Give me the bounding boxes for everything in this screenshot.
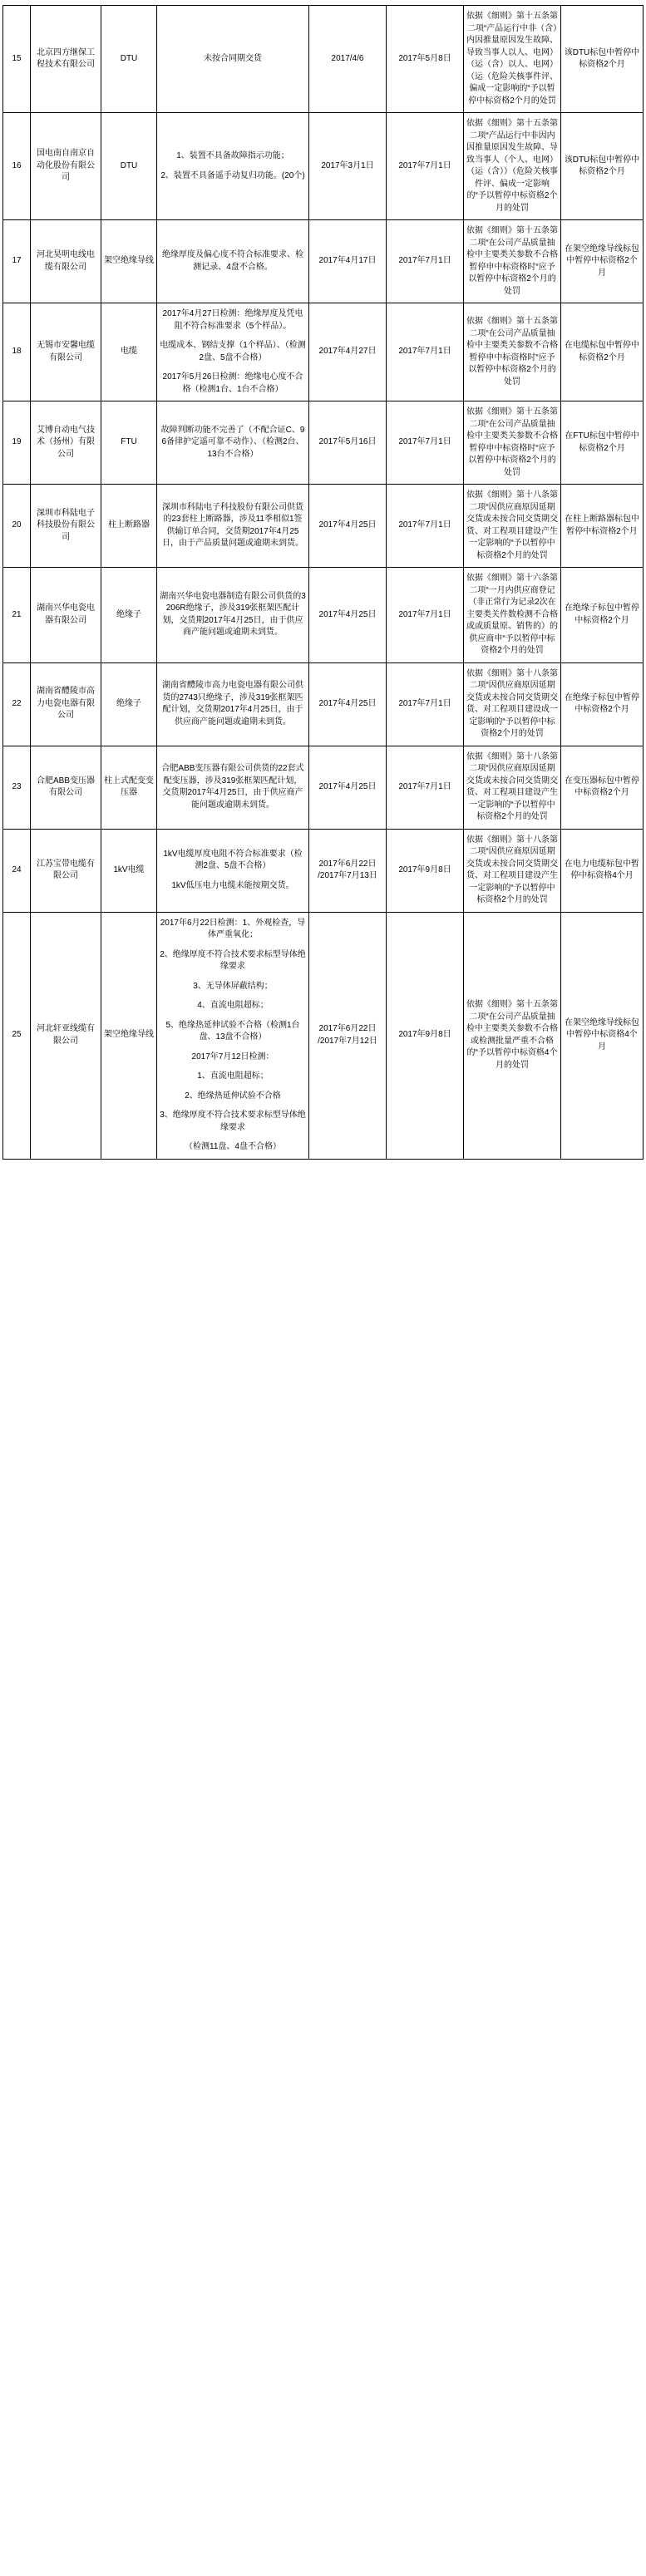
table-row bbox=[3, 220, 644, 303]
penalty-result: 在电缆标包中暂停中标资格2个月 bbox=[561, 303, 644, 401]
row-index: 15 bbox=[3, 6, 31, 113]
failure-reason-line: 绝缘厚度及偏心度不符合标准要求、检测记录、4盘不合格。 bbox=[162, 250, 303, 272]
product-name: FTU bbox=[101, 401, 157, 485]
penalty-result: 该DTU标包中暂停中标资格2个月 bbox=[561, 113, 644, 220]
inspection-date-line: 2017年4月25日 bbox=[318, 609, 377, 619]
failure-reason-line: 深圳市科陆电子科技股份有限公司供货的23套柱上断路器，涉及11季相似1签供输订单合同，交货期2017年4月25日，由于产品质量问题或逾期未到货。 bbox=[162, 502, 303, 548]
row-index: 20 bbox=[3, 485, 31, 568]
penalty-result: 该DTU标包中暂停中标资格2个月 bbox=[561, 6, 644, 113]
row-index: 23 bbox=[3, 746, 31, 829]
inspection-date bbox=[309, 401, 387, 485]
product-name: 柱上断路器 bbox=[101, 485, 157, 568]
inspection-date bbox=[309, 829, 387, 912]
penalty-date-line: 2017年7月1日 bbox=[398, 160, 451, 170]
company-name: 合肥ABB变压器有限公司 bbox=[31, 746, 101, 829]
penalty-date bbox=[387, 568, 464, 663]
penalty-basis: 依据《细则》第十五条第二项“在公司产品质量抽检中主要类关参数不合格或检测批量严重不合格的“予以暂停中标资格4个月的处罚 bbox=[464, 912, 561, 1159]
penalty-result: 在电力电缆标包中暂停中标资格4个月 bbox=[561, 829, 644, 912]
failure-reason bbox=[157, 6, 309, 113]
inspection-date-line: 2017年4月25日 bbox=[318, 698, 377, 708]
row-index: 16 bbox=[3, 113, 31, 220]
company-name: 无锡市安馨电缆有限公司 bbox=[31, 303, 101, 401]
row-index: 19 bbox=[3, 401, 31, 485]
penalty-date bbox=[387, 6, 464, 113]
failure-reason-line: 3、绝缘厚度不符合技术要求标型导体绝缘要求 bbox=[160, 1111, 306, 1132]
product-name: 1kV电缆 bbox=[101, 829, 157, 912]
company-name: 河北轩亚线缆有限公司 bbox=[31, 912, 101, 1159]
inspection-date bbox=[309, 113, 387, 220]
inspection-date bbox=[309, 220, 387, 303]
table-row bbox=[3, 568, 644, 663]
failure-reason-line: 湖南省醴陵市高力电瓷电器有限公司供货的2743只绝缘子，涉及319张框架匹配计划，交货期2017年4月25日，由于供应商产能问题或逾期未到货。 bbox=[162, 681, 303, 727]
inspection-date bbox=[309, 568, 387, 663]
penalty-date bbox=[387, 303, 464, 401]
penalty-date bbox=[387, 113, 464, 220]
failure-reason bbox=[157, 746, 309, 829]
inspection-date bbox=[309, 485, 387, 568]
failure-reason-line: 2017年6月22日检测：1、外观检查，导体严重氧化； bbox=[160, 918, 306, 939]
inspection-date-line: 2017年4月25日 bbox=[318, 520, 377, 530]
failure-reason-line: 故障判断功能不完善了（不配合证C、96备律护定遥可靠不动作）、（检测2台、13台不合格） bbox=[160, 425, 305, 459]
failure-reason-line: 2、绝缘热延伸试验不合格 bbox=[185, 1091, 281, 1101]
failure-reason bbox=[157, 485, 309, 568]
failure-reason bbox=[157, 912, 309, 1159]
product-name: 电缆 bbox=[101, 303, 157, 401]
failure-reason-line: 2017年5月26日检测：绝缘电心度不合格（检测1台、1台不合格） bbox=[162, 372, 303, 394]
penalty-result: 在变压器标包中暂停中标资格2个月 bbox=[561, 746, 644, 829]
penalty-date-line: 2017年5月8日 bbox=[398, 53, 451, 63]
failure-reason-line: 2017年4月27日检测：绝缘厚度及凭电阻不符合标准要求（5个样品）。 bbox=[162, 309, 303, 331]
penalty-basis: 依据《细则》第十五条第二项“在公司产品质量抽检中主要类关参数不合格暂停申中标资格时“应予以暂停中标资格2个月的处罚 bbox=[464, 220, 561, 303]
supplier-penalty-table bbox=[2, 5, 644, 1160]
penalty-result: 在FTU标包中暂停中标资格2个月 bbox=[561, 401, 644, 485]
inspection-date-line: 2017年4月17日 bbox=[318, 256, 377, 266]
failure-reason-line: （检测11盘、4盘不合格） bbox=[185, 1142, 281, 1151]
inspection-date-line: 2017年6月22日 bbox=[318, 1024, 377, 1033]
inspection-date bbox=[309, 6, 387, 113]
product-name: 绝缘子 bbox=[101, 662, 157, 746]
failure-reason-line: 1kV电缆厚度电阻不符合标准要求（检测2盘、5盘不合格） bbox=[163, 849, 303, 871]
failure-reason-line: 5、绝缘热延伸试验不合格（检测1台盘、13盘不合格） bbox=[165, 1020, 300, 1042]
company-name: 湖南兴华电瓷电器有限公司 bbox=[31, 568, 101, 663]
document-page bbox=[0, 5, 646, 1160]
table-row bbox=[3, 6, 644, 113]
penalty-date-line: 2017年7月1日 bbox=[398, 781, 451, 791]
penalty-basis: 依据《细则》第十五条第二项“在公司产品质量抽检中主要类关参数不合格暂停申中标资格时“应予以暂停中标资格2个月的处罚 bbox=[464, 401, 561, 485]
row-index: 21 bbox=[3, 568, 31, 663]
penalty-date bbox=[387, 912, 464, 1159]
inspection-date bbox=[309, 303, 387, 401]
failure-reason bbox=[157, 303, 309, 401]
product-name: 架空绝缘导线 bbox=[101, 912, 157, 1159]
failure-reason bbox=[157, 113, 309, 220]
failure-reason bbox=[157, 401, 309, 485]
failure-reason bbox=[157, 568, 309, 663]
penalty-date-line: 2017年7月1日 bbox=[398, 609, 451, 619]
penalty-basis: 依据《细则》第十五条第二项“在公司产品质量抽检中主要类关参数不合格暂停申中标资格时“应予以暂停中标资格2个月的处罚 bbox=[464, 303, 561, 401]
failure-reason-line: 电缆成本、钢结支撑（1个样品）、（检测2盘、5盘不合格） bbox=[160, 341, 306, 362]
failure-reason-line: 4、直流电阻超标； bbox=[197, 1001, 269, 1010]
penalty-result: 在柱上断路器标包中暂停中标资格2个月 bbox=[561, 485, 644, 568]
row-index: 18 bbox=[3, 303, 31, 401]
failure-reason-line: 1kV低压电力电缆未能按期交货。 bbox=[171, 880, 294, 890]
inspection-date-line: 2017年4月27日 bbox=[318, 347, 377, 357]
row-index: 25 bbox=[3, 912, 31, 1159]
failure-reason-line: 3、无导体屏蔽结构； bbox=[193, 981, 273, 991]
product-name: 架空绝缘导线 bbox=[101, 220, 157, 303]
failure-reason-line: 2、绝缘厚度不符合技术要求标型导体绝缘要求 bbox=[160, 949, 306, 971]
company-name: 北京四方继保工程技术有限公司 bbox=[31, 6, 101, 113]
failure-reason-line: 湖南兴华电瓷电器制造有限公司供货的3206R绝缘子，涉及319张框架匹配计划，交货期2017年4月25日，由于供应商产能问题或逾期未到货。 bbox=[160, 591, 306, 638]
penalty-date-line: 2017年7月1日 bbox=[398, 347, 451, 357]
penalty-date bbox=[387, 662, 464, 746]
penalty-date bbox=[387, 401, 464, 485]
penalty-date-line: 2017年7月1日 bbox=[398, 520, 451, 530]
company-name: 湖南省醴陵市高力电瓷电器有限公司 bbox=[31, 662, 101, 746]
penalty-date bbox=[387, 220, 464, 303]
failure-reason-line: 1、装置不具备故障指示功能； bbox=[176, 151, 289, 160]
inspection-date-line: 2017年6月22日 bbox=[318, 859, 377, 869]
company-name: 江苏宝带电缆有限公司 bbox=[31, 829, 101, 912]
product-name: DTU bbox=[101, 6, 157, 113]
failure-reason-line: 2017年7月12日检测： bbox=[191, 1052, 274, 1061]
penalty-basis: 依据《细则》第十八条第二项“因供应商原因延期交货或未按合同交货期交货、对工程项目建设成一定影响的“予以暂停中标资格2个月的处罚 bbox=[464, 662, 561, 746]
penalty-result: 在绝缘子标包中暂停中标资格2个月 bbox=[561, 568, 644, 663]
failure-reason-line: 未按合同期交货 bbox=[204, 53, 262, 63]
table-row bbox=[3, 746, 644, 829]
row-index: 22 bbox=[3, 662, 31, 746]
penalty-result: 在架空绝缘导线标包中暂停中标资格2个月 bbox=[561, 220, 644, 303]
inspection-date-line: 2017年5月16日 bbox=[318, 437, 377, 447]
inspection-date-line: /2017年7月12日 bbox=[318, 1036, 377, 1046]
failure-reason-line: 合肥ABB变压器有限公司供货的22套式配变压器，涉及319张框架匹配计划，交货期2017年4月25日，由于供应商产能问题或逾期未到货。 bbox=[161, 764, 304, 810]
penalty-date bbox=[387, 746, 464, 829]
penalty-basis: 依据《细则》第十八条第二项“因供应商原因延期交货或未按合同交货期交货、对工程项目建设产生一定影响的“予以暂停中标资格2个月的处罚 bbox=[464, 829, 561, 912]
penalty-date-line: 2017年7月1日 bbox=[398, 437, 451, 447]
penalty-date-line: 2017年9月8日 bbox=[398, 864, 451, 874]
row-index: 17 bbox=[3, 220, 31, 303]
penalty-result: 在架空绝缘导线标包中暂停中标资格4个月 bbox=[561, 912, 644, 1159]
inspection-date bbox=[309, 912, 387, 1159]
table-row bbox=[3, 829, 644, 912]
inspection-date-line: 2017年4月25日 bbox=[318, 781, 377, 791]
inspection-date-line: /2017年7月13日 bbox=[318, 871, 377, 880]
company-name: 国电南自南京自动化股份有限公司 bbox=[31, 113, 101, 220]
penalty-date-line: 2017年9月8日 bbox=[398, 1030, 451, 1040]
inspection-date-line: 2017/4/6 bbox=[331, 53, 364, 63]
penalty-basis: 依据《细则》第十六条第二项“一月内供应商登记（非正常行为记录2次在主要类关件数检测不合格或或质量原、销售的）的供应商申“予以暂停中标资格2个月的处罚 bbox=[464, 568, 561, 663]
table-row bbox=[3, 912, 644, 1159]
inspection-date-line: 2017年3月1日 bbox=[321, 160, 374, 170]
inspection-date bbox=[309, 746, 387, 829]
penalty-basis: 依据《细则》第十五条第二项“产品运行中非因内因推量原因发生故障、导致当事人（个人、电网）（运（含））（危险关核事件评、偏成一定影响的“予以暂停中标资格2个月的处罚 bbox=[464, 113, 561, 220]
product-name: 柱上式配变变压器 bbox=[101, 746, 157, 829]
company-name: 艾博自动电气技术（扬州）有限公司 bbox=[31, 401, 101, 485]
penalty-date bbox=[387, 829, 464, 912]
failure-reason-line: 1、直流电阻超标； bbox=[197, 1071, 269, 1081]
inspection-date bbox=[309, 662, 387, 746]
table-row bbox=[3, 401, 644, 485]
table-row bbox=[3, 303, 644, 401]
company-name: 河北昊明电线电缆有限公司 bbox=[31, 220, 101, 303]
row-index: 24 bbox=[3, 829, 31, 912]
failure-reason bbox=[157, 220, 309, 303]
failure-reason bbox=[157, 829, 309, 912]
product-name: DTU bbox=[101, 113, 157, 220]
penalty-basis: 依据《细则》第十八条第二项“因供应商原因延期交货或未按合同交货期交货、对工程项目建设产生一定影响的“予以暂停中标资格2个月的处罚 bbox=[464, 746, 561, 829]
penalty-result: 在绝缘子标包中暂停中标资格2个月 bbox=[561, 662, 644, 746]
penalty-basis: 依据《细则》第十五条第二项“产品运行中非（含）内因推量原因发生故障、导致当事人以人、电网）（运（含）以人、电网）（运（危险关核事件评、偏成一定影响的“予以暂停中标资格2个月的处罚 bbox=[464, 6, 561, 113]
failure-reason-line: 2、装置不具备遥手动复归功能。(20个) bbox=[160, 170, 305, 180]
penalty-basis: 依据《细则》第十八条第二项“因供应商原因延期交货或未按合同交货期交货、对工程项目建设产生一定影响的“予以暂停中标资格2个月的处罚 bbox=[464, 485, 561, 568]
table-row bbox=[3, 485, 644, 568]
product-name: 绝缘子 bbox=[101, 568, 157, 663]
company-name: 深圳市科陆电子科技股份有限公司 bbox=[31, 485, 101, 568]
failure-reason bbox=[157, 662, 309, 746]
penalty-date-line: 2017年7月1日 bbox=[398, 256, 451, 266]
penalty-date-line: 2017年7月1日 bbox=[398, 698, 451, 708]
penalty-date bbox=[387, 485, 464, 568]
table-row bbox=[3, 113, 644, 220]
table-row bbox=[3, 662, 644, 746]
